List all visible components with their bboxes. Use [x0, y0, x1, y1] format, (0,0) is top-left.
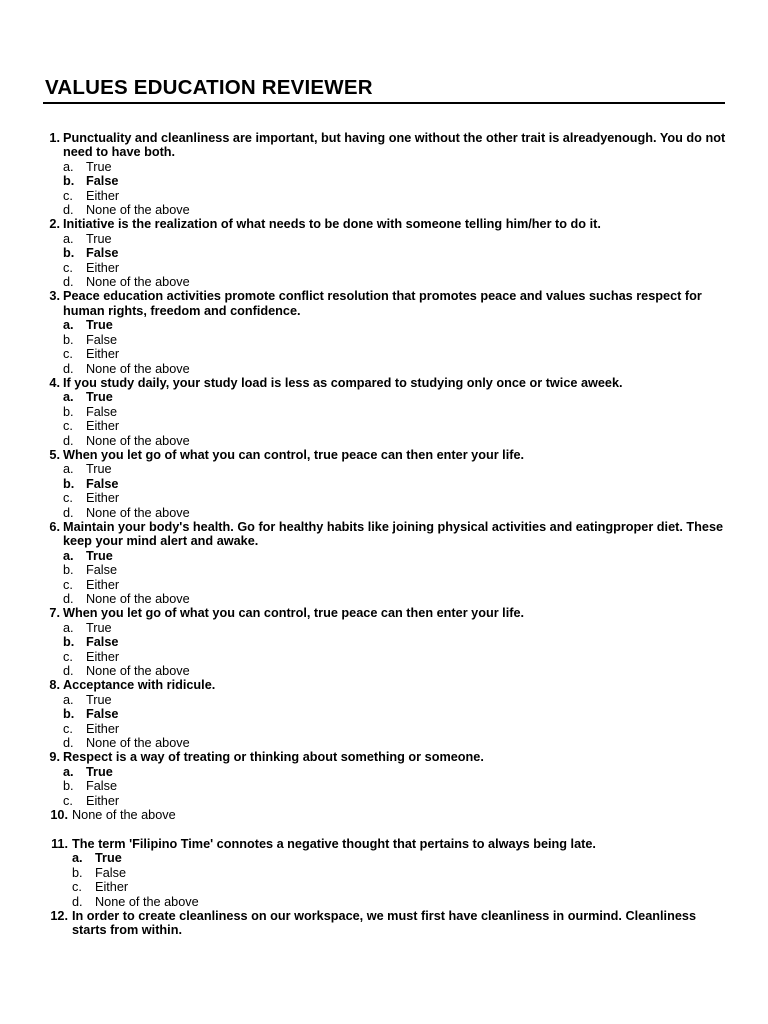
option-text: True	[86, 318, 113, 333]
option-item	[0, 880, 768, 894]
option-item	[0, 779, 768, 793]
option-text: None of the above	[86, 736, 190, 751]
option-item	[0, 664, 768, 678]
option-text: None of the above	[86, 592, 190, 606]
option-item	[0, 347, 768, 361]
question-item	[0, 750, 768, 764]
option-letter: b.	[63, 563, 74, 578]
option-item-correct	[0, 246, 768, 260]
question-number: 6.	[49, 519, 60, 534]
option-item	[0, 563, 768, 577]
option-text: False	[86, 246, 119, 261]
option-text: False	[86, 174, 119, 189]
option-letter: d.	[63, 505, 74, 520]
option-item-correct	[0, 174, 768, 188]
option-text: True	[86, 231, 112, 246]
option-letter: d.	[63, 736, 74, 751]
question-item	[0, 606, 768, 620]
question-text: If you study daily, your study load is less as compared to studying only once or twice aweek.	[63, 375, 623, 390]
option-item-correct	[0, 318, 768, 332]
option-letter: c.	[63, 347, 73, 362]
question-list	[0, 131, 768, 938]
option-letter: a.	[63, 764, 74, 779]
option-text: True	[86, 159, 112, 174]
option-letter: a.	[63, 620, 74, 635]
question-number: 8.	[49, 678, 60, 693]
question-number: 5.	[49, 447, 60, 462]
option-text: True	[86, 462, 112, 477]
question-number: 7.	[49, 606, 60, 621]
option-item-correct	[0, 549, 768, 563]
option-item	[0, 203, 768, 217]
option-text: None of the above	[86, 203, 190, 218]
question-item	[0, 909, 768, 938]
option-item	[0, 578, 768, 592]
option-text: False	[95, 865, 127, 880]
option-text: Either	[86, 347, 120, 362]
option-letter: a.	[72, 851, 83, 866]
option-text: False	[86, 635, 119, 650]
option-item	[0, 333, 768, 347]
option-item	[0, 592, 768, 606]
option-letter: b.	[63, 332, 74, 347]
option-text: Either	[95, 880, 129, 895]
option-letter: b.	[63, 246, 75, 261]
title-rule	[43, 102, 725, 104]
question-number: 2.	[49, 217, 60, 232]
question-text: None of the above	[72, 808, 176, 823]
option-text: False	[86, 332, 118, 347]
option-letter: a.	[63, 390, 74, 405]
option-item	[0, 160, 768, 174]
option-item	[0, 794, 768, 808]
option-text: True	[95, 851, 122, 866]
option-text: False	[86, 707, 119, 722]
option-letter: d.	[63, 592, 74, 606]
option-text: None of the above	[95, 894, 199, 909]
option-letter: a.	[63, 231, 74, 246]
option-text: False	[86, 779, 118, 794]
option-letter: c.	[63, 491, 73, 506]
option-item	[0, 232, 768, 246]
option-letter: d.	[63, 275, 74, 290]
option-letter: a.	[63, 548, 74, 563]
option-item	[0, 491, 768, 505]
question-text: When you let go of what you can control, true peace can then enter your life.	[63, 447, 525, 462]
option-item	[0, 650, 768, 664]
option-text: None of the above	[86, 361, 190, 376]
option-item-correct	[0, 635, 768, 649]
option-item	[0, 362, 768, 376]
question-text: In order to create cleanliness on our workspace, we must first have cleanliness in ourmind. Cleanliness starts from within.	[72, 908, 697, 938]
question-number: 1.	[49, 131, 60, 145]
option-item	[0, 419, 768, 433]
option-text: None of the above	[86, 275, 190, 290]
option-text: Either	[86, 491, 120, 506]
question-text: Maintain your body's health. Go for healthy habits like joining physical activities and eatingproper diet. These keep your mind alert and awake.	[63, 519, 724, 549]
option-letter: b.	[63, 404, 74, 419]
option-item	[0, 189, 768, 203]
option-letter: a.	[63, 159, 74, 174]
option-item-correct	[0, 707, 768, 721]
option-letter: c.	[63, 793, 73, 808]
option-item-correct	[0, 477, 768, 491]
question-item	[0, 131, 768, 160]
question-item	[0, 217, 768, 231]
option-text: True	[86, 390, 113, 405]
option-letter: b.	[63, 707, 75, 722]
option-letter: b.	[63, 174, 75, 189]
option-letter: d.	[63, 433, 74, 448]
option-text: False	[86, 404, 118, 419]
option-letter: a.	[63, 462, 74, 477]
question-text: When you let go of what you can control, true peace can then enter your life.	[63, 606, 525, 621]
option-item	[0, 722, 768, 736]
option-letter: b.	[72, 865, 83, 880]
option-item	[0, 895, 768, 909]
option-text: None of the above	[86, 505, 190, 520]
option-item-correct	[0, 390, 768, 404]
option-letter: a.	[63, 692, 74, 707]
option-item	[0, 275, 768, 289]
question-number: 4.	[49, 375, 60, 390]
option-letter: c.	[63, 188, 73, 203]
option-text: True	[86, 620, 112, 635]
option-text: None of the above	[86, 433, 190, 448]
option-item	[0, 693, 768, 707]
option-letter: c.	[63, 577, 73, 592]
option-letter: a.	[63, 318, 74, 333]
question-text: Punctuality and cleanliness are important, but having one without the other trait is alreadyenough. You do not need to have both.	[63, 131, 726, 160]
option-item	[0, 434, 768, 448]
option-item	[0, 506, 768, 520]
option-letter: b.	[63, 779, 74, 794]
question-text: Respect is a way of treating or thinking about something or someone.	[63, 750, 484, 765]
option-item-correct	[0, 765, 768, 779]
document-title: VALUES EDUCATION REVIEWER	[45, 76, 373, 99]
question-item	[0, 520, 768, 549]
question-text: Peace education activities promote conflict resolution that promotes peace and values suchas respect for human rights, freedom and confidence.	[63, 289, 702, 318]
option-item	[0, 621, 768, 635]
option-text: Either	[86, 649, 120, 664]
option-text: False	[86, 563, 118, 578]
option-text: Either	[86, 721, 120, 736]
question-text: The term 'Filipino Time' connotes a negative thought that pertains to always being late.	[72, 836, 596, 851]
option-letter: d.	[63, 361, 74, 376]
question-number: 11.	[51, 836, 68, 851]
question-text: Acceptance with ridicule.	[63, 678, 216, 693]
option-item-correct	[0, 851, 768, 865]
question-item	[0, 808, 768, 822]
question-item	[0, 289, 768, 318]
option-letter: c.	[63, 260, 73, 275]
option-text: Either	[86, 260, 120, 275]
option-text: False	[86, 476, 119, 491]
option-letter: c.	[72, 880, 82, 895]
option-text: True	[86, 764, 113, 779]
question-text: Initiative is the realization of what needs to be done with someone telling him/her to do it.	[63, 217, 601, 232]
option-text: Either	[86, 419, 120, 434]
option-letter: c.	[63, 721, 73, 736]
question-number: 12.	[50, 908, 68, 923]
option-item	[0, 866, 768, 880]
question-number: 3.	[49, 289, 60, 304]
question-item	[0, 837, 768, 851]
option-letter: c.	[63, 419, 73, 434]
option-text: Either	[86, 577, 120, 592]
option-item	[0, 462, 768, 476]
option-text: Either	[86, 793, 120, 808]
question-item	[0, 448, 768, 462]
option-item	[0, 405, 768, 419]
option-letter: d.	[72, 894, 83, 909]
option-item	[0, 736, 768, 750]
spacer	[0, 822, 768, 836]
option-letter: b.	[63, 635, 75, 650]
option-text: True	[86, 692, 112, 707]
option-letter: b.	[63, 476, 75, 491]
option-item	[0, 261, 768, 275]
option-letter: d.	[63, 664, 74, 679]
option-text: Either	[86, 188, 120, 203]
option-letter: c.	[63, 649, 73, 664]
option-letter: d.	[63, 203, 74, 218]
question-number: 10.	[50, 808, 68, 823]
question-item	[0, 678, 768, 692]
question-number: 9.	[49, 750, 60, 765]
question-item	[0, 376, 768, 390]
option-text: True	[86, 548, 113, 563]
option-text: None of the above	[86, 664, 190, 679]
